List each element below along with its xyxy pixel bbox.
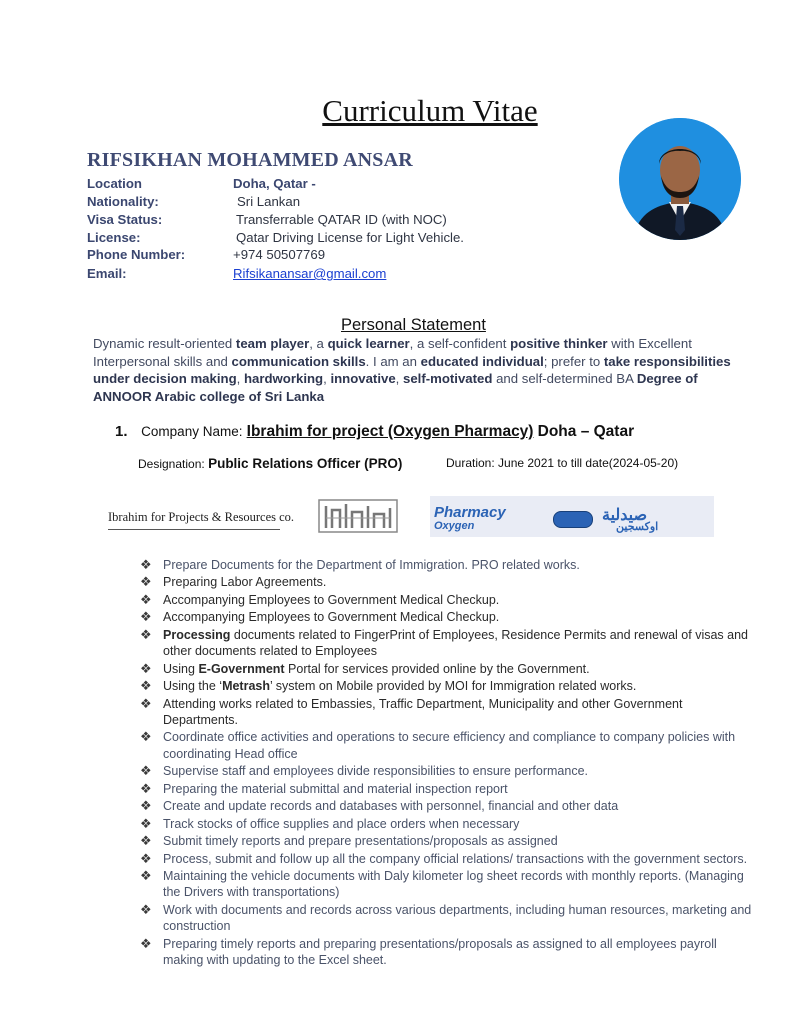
statement-keyword: hardworking: [243, 371, 324, 386]
designation-label: Designation:: [138, 457, 205, 471]
statement-keyword: team player: [235, 336, 310, 351]
info-label: Nationality:: [87, 194, 159, 209]
duty-text: Work with documents and records across various departments, including human resources, marketing and construction: [163, 902, 752, 934]
logo-text: Pharmacy: [434, 504, 506, 521]
diamond-bullet-icon: ❖: [140, 833, 152, 849]
statement-keyword: quick learner: [327, 336, 410, 351]
diamond-bullet-icon: ❖: [140, 609, 152, 625]
person-portrait-icon: [619, 118, 741, 240]
personal-statement-text: [93, 335, 733, 405]
pharmacy-badge-icon: [553, 511, 593, 528]
duty-text: Prepare Documents for the Department of Immigration. PRO related works.: [163, 558, 580, 572]
duty-item: [140, 729, 755, 762]
duty-item: [140, 781, 755, 797]
diamond-bullet-icon: ❖: [140, 591, 152, 607]
statement-keyword: take responsibilities under decision making: [93, 353, 731, 386]
duty-text: Preparing Labor Agreements.: [163, 575, 327, 590]
duty-item: [140, 816, 755, 832]
duty-item: [140, 936, 755, 969]
statement-text: , a: [309, 336, 328, 351]
company-location: Doha – Qatar: [537, 423, 635, 440]
statement-keyword: communication skills: [231, 353, 366, 369]
duty-text: Coordinate office activities and operations to secure efficiency and compliance to company policies with coordinating Head office: [163, 730, 736, 761]
duty-text: Track stocks of office supplies and place orders when necessary: [163, 816, 520, 831]
experience-number: 1.: [115, 423, 128, 440]
statement-text: ,: [395, 371, 403, 386]
statement-text: ; prefer to: [543, 353, 604, 369]
cv-title: Curriculum Vitae: [322, 93, 538, 128]
statement-text: and self-determined BA: [492, 371, 637, 386]
duty-item: [140, 661, 755, 677]
duty-item: [140, 609, 755, 625]
diamond-bullet-icon: ❖: [140, 626, 152, 642]
duty-text: Attending works related to Embassies, Traffic Department, Municipality and other Government Departments.: [163, 696, 683, 727]
statement-keyword: Degree of ANNOOR Arabic college of Sri Lanka: [93, 371, 698, 404]
diamond-bullet-icon: ❖: [140, 695, 152, 711]
logo-text: Ibrahim for Projects & Resources co.: [108, 510, 295, 524]
duty-text: Create and update records and databases with personnel, financial and other data: [163, 799, 619, 814]
info-value: Transferrable QATAR ID (with NOC): [236, 212, 447, 227]
duty-item: [140, 851, 755, 867]
diamond-bullet-icon: ❖: [140, 729, 152, 745]
info-value: Sri Lankan: [237, 194, 301, 209]
company-logo-ibrahim: [108, 496, 393, 536]
duty-text: Using the ‘Metrash’ system on Mobile provided by MOI for Immigration related works.: [163, 679, 637, 694]
info-value: Doha, Qatar -: [233, 176, 316, 191]
duration-text: Duration: June 2021 to till date(2024-05-20): [446, 456, 679, 470]
statement-text: with Excellent Interpersonal skills and: [93, 336, 692, 369]
diamond-bullet-icon: ❖: [140, 780, 152, 796]
duty-text: Processing documents related to FingerPrint of Employees, Residence Permits and renewal of visas and other documents related to Employees: [163, 627, 749, 659]
logo-subtext: Oxygen: [434, 520, 475, 532]
info-value: [233, 265, 386, 282]
info-label: Visa Status:: [87, 212, 163, 227]
logo-arabic-subtext: اوكسجين: [616, 521, 659, 533]
company-name: Ibrahim for project (Oxygen Pharmacy): [246, 423, 534, 440]
statement-keyword: innovative: [330, 371, 396, 386]
logo-underline: [108, 529, 280, 530]
duties-list: [140, 557, 755, 970]
statement-keyword: self-motivated: [403, 371, 493, 386]
duty-text: Process, submit and follow up all the company official relations/ transactions with the government sectors.: [163, 851, 748, 866]
diamond-bullet-icon: ❖: [140, 660, 152, 676]
duty-text: Submit timely reports and prepare presentations/proposals as assigned: [163, 834, 558, 849]
duty-item: [140, 763, 755, 779]
info-label: License:: [87, 230, 141, 245]
logo-arabic-text: صيدلية: [602, 507, 648, 524]
diamond-bullet-icon: ❖: [140, 678, 152, 694]
statement-text: , a self-confident: [409, 336, 511, 351]
statement-keyword: positive thinker: [510, 336, 608, 351]
profile-photo: [619, 118, 741, 240]
diamond-bullet-icon: ❖: [140, 901, 152, 917]
statement-text: Dynamic result-oriented: [93, 336, 236, 351]
candidate-name: RIFSIKHAN MOHAMMED ANSAR: [87, 149, 413, 171]
info-label: Location: [87, 176, 142, 191]
statement-text: ,: [236, 371, 244, 386]
duty-text: Accompanying Employees to Government Medical Checkup.: [163, 610, 500, 625]
duty-item: [140, 902, 755, 935]
company-logo-oxygen-pharmacy: [430, 496, 714, 537]
duty-text: Maintaining the vehicle documents with Daly kilometer log sheet records with monthly reports. (Managing the Drivers with transportations): [163, 869, 744, 900]
diamond-bullet-icon: ❖: [140, 557, 152, 572]
diamond-bullet-icon: ❖: [140, 574, 152, 590]
duty-item: [140, 833, 755, 849]
duty-item: [140, 868, 755, 901]
duty-text: Preparing the material submittal and material inspection report: [163, 781, 508, 796]
duty-item: [140, 592, 755, 608]
info-label: Phone Number:: [87, 247, 186, 262]
duty-item: [140, 627, 755, 660]
statement-text: ,: [323, 371, 331, 386]
diamond-bullet-icon: ❖: [140, 935, 152, 951]
diamond-bullet-icon: ❖: [140, 763, 152, 779]
statement-text: . I am an: [365, 353, 421, 369]
company-label: Company Name:: [141, 424, 243, 439]
diamond-bullet-icon: ❖: [140, 868, 152, 884]
designation-line: [138, 456, 402, 471]
diamond-bullet-icon: ❖: [140, 850, 152, 866]
diamond-bullet-icon: ❖: [140, 798, 152, 814]
diamond-bullet-icon: ❖: [140, 815, 152, 831]
duty-item: [140, 696, 755, 729]
duty-item: [140, 557, 755, 573]
personal-statement-heading: Personal Statement: [341, 316, 486, 334]
company-line: [115, 423, 634, 441]
arabic-calligraphy-logo-icon: [318, 498, 398, 534]
email-link[interactable]: Rifsikanansar@gmail.com: [233, 266, 387, 281]
duty-text: Preparing timely reports and preparing presentations/proposals as assigned to all employees payroll making with updating to the Excel sheet.: [163, 936, 717, 968]
duty-text: Supervise staff and employees divide responsibilities to ensure performance.: [163, 764, 588, 779]
duty-item: [140, 798, 755, 814]
designation-value: Public Relations Officer (PRO): [208, 456, 403, 471]
duty-text: Using E-Government Portal for services provided online by the Government.: [163, 661, 590, 676]
info-label: Email:: [87, 266, 127, 281]
duty-text: Accompanying Employees to Government Medical Checkup.: [163, 592, 500, 607]
statement-keyword: educated individual: [420, 353, 544, 369]
info-value: Qatar Driving License for Light Vehicle.: [236, 230, 464, 245]
info-value: +974 50507769: [233, 247, 326, 262]
duty-item: [140, 574, 755, 590]
duty-item: [140, 678, 755, 694]
